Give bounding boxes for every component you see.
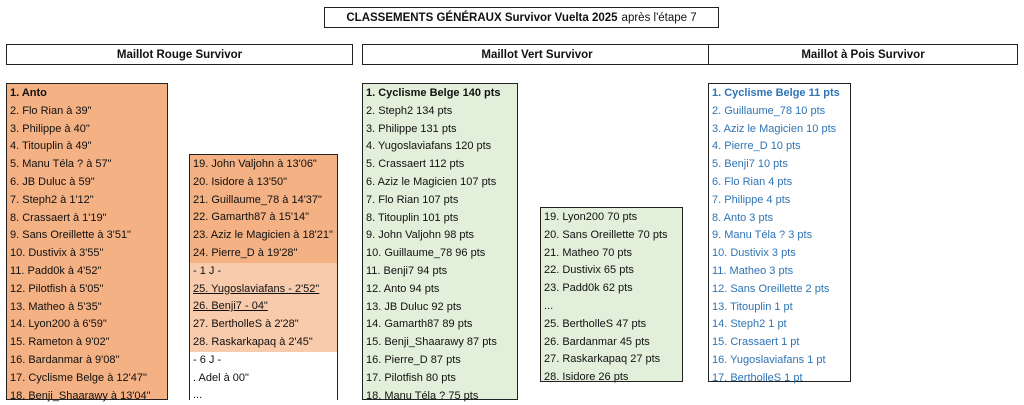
rouge-continued-ranked <box>190 155 337 263</box>
list-item: 14. Gamarth87 89 pts <box>366 318 473 331</box>
list-item: 21. Matheo 70 pts <box>544 246 633 259</box>
list-item: 4. Pierre_D 10 pts <box>712 140 801 153</box>
list-item: 13. Titouplin 1 pt <box>712 300 793 313</box>
rouge-continued-penalized <box>190 263 337 352</box>
list-item: 2. Flo Rian à 39" <box>10 104 92 117</box>
list-item: 3. Aziz le Magicien 10 pts <box>712 122 837 135</box>
vert-header: Maillot Vert Survivor <box>362 44 712 65</box>
list-item: 10. Guillaume_78 96 pts <box>366 247 486 260</box>
list-item: 15. Rameton à 9'02" <box>10 336 110 349</box>
list-item: 1. Cyclisme Belge 11 pts <box>712 87 840 99</box>
list-item: 22. Dustivix 65 pts <box>544 264 634 277</box>
list-item: 17. BertholleS 1 pt <box>712 371 803 384</box>
list-item: 12. Anto 94 pts <box>366 282 440 295</box>
list-item: 11. Padd0k à 4'52" <box>10 264 102 277</box>
list-item: 28. Isidore 26 pts <box>544 371 629 384</box>
list-item: 19. Lyon200 70 pts <box>544 211 638 223</box>
list-item: 27. BertholleS à 2'28" <box>193 318 299 331</box>
rouge-list-continued <box>189 154 338 400</box>
list-item: 15. Benji_Shaarawy 87 pts <box>366 336 497 349</box>
list-item: 18. Manu Téla ? 75 pts <box>366 389 479 402</box>
list-item: 14. Lyon200 à 6'59" <box>10 318 107 331</box>
list-item: 3. Philippe à 40" <box>10 122 90 135</box>
list-item: 6. Aziz le Magicien 107 pts <box>366 175 497 188</box>
rouge-header: Maillot Rouge Survivor <box>6 44 353 65</box>
vert-list-continued <box>540 207 683 382</box>
list-item: 12. Sans Oreillette 2 pts <box>712 282 830 295</box>
list-item: 15. Crassaert 1 pt <box>712 336 800 349</box>
list-item: 11. Benji7 94 pts <box>366 264 448 277</box>
list-item: 16. Yugoslaviafans 1 pt <box>712 353 826 366</box>
list-item: 4. Titouplin à 49" <box>10 140 92 153</box>
page-title: CLASSEMENTS GÉNÉRAUX Survivor Vuelta 2025 après l'étape 7 <box>324 7 719 28</box>
list-item: 7. Philippe 4 pts <box>712 193 791 206</box>
rouge-continued-out <box>190 352 337 405</box>
list-item: 5. Manu Téla ? à 57" <box>10 158 112 171</box>
list-item: 20. Sans Oreillette 70 pts <box>544 228 668 241</box>
list-item: 16. Pierre_D 87 pts <box>366 353 461 366</box>
list-item: 23. Padd0k 62 pts <box>544 282 633 295</box>
list-item: 14. Steph2 1 pt <box>712 318 787 331</box>
list-item: 11. Matheo 3 pts <box>712 264 794 277</box>
list-item: - 1 J - <box>193 264 222 277</box>
list-item: 13. Matheo à 5'35" <box>10 300 102 313</box>
list-item: 8. Anto 3 pts <box>712 211 774 224</box>
list-item: 21. Guillaume_78 à 14'37" <box>193 193 322 206</box>
list-item: 10. Dustivix à 3'55" <box>10 247 104 260</box>
list-item: 26. Bardanmar 45 pts <box>544 335 650 348</box>
list-item: 3. Philippe 131 pts <box>366 122 457 135</box>
list-item: 25. Yugoslaviafans - 2'52" <box>193 282 320 295</box>
list-item: 7. Flo Rian 107 pts <box>366 193 459 206</box>
list-item: . Adel à 00" <box>193 371 249 384</box>
list-item: 9. Sans Oreillette à 3'51" <box>10 229 131 242</box>
list-item: 17. Pilotfish 80 pts <box>366 371 456 384</box>
list-item: 2. Steph2 134 pts <box>366 104 453 117</box>
list-item: 16. Bardanmar à 9'08" <box>10 353 120 366</box>
list-item: 1. Cyclisme Belge 140 pts <box>366 87 501 99</box>
list-item: 20. Isidore à 13'50" <box>193 175 288 188</box>
list-item: 28. Raskarkapaq à 2'45" <box>193 335 313 348</box>
list-item: 9. John Valjohn 98 pts <box>366 229 475 242</box>
vert-list-main <box>362 83 518 400</box>
list-item: 9. Manu Téla ? 3 pts <box>712 229 813 242</box>
list-item: 25. BertholleS 47 pts <box>544 317 647 330</box>
pois-list <box>708 83 851 382</box>
list-item: - 6 J - <box>193 353 222 366</box>
list-item: 13. JB Duluc 92 pts <box>366 300 462 313</box>
list-item: 22. Gamarth87 à 15'14" <box>193 211 310 224</box>
list-item: 19. John Valjohn à 13'06" <box>193 158 317 170</box>
list-item: ... <box>544 299 554 312</box>
list-item: 8. Titouplin 101 pts <box>366 211 459 224</box>
list-item: 27. Raskarkapaq 27 pts <box>544 353 661 366</box>
list-item: 18. Benji_Shaarawy à 13'04" <box>10 389 151 402</box>
list-item: 12. Pilotfish à 5'05" <box>10 282 104 295</box>
list-item: 23. Aziz le Magicien à 18'21" <box>193 229 333 242</box>
list-item: 5. Crassaert 112 pts <box>366 158 465 171</box>
list-item: 6. Flo Rian 4 pts <box>712 175 793 188</box>
list-item: ... <box>193 389 203 402</box>
list-item: 4. Yugoslaviafans 120 pts <box>366 140 492 153</box>
list-item: 1. Anto <box>10 87 47 99</box>
list-item: 26. Benji7 - 04" <box>193 300 268 313</box>
list-item: 2. Guillaume_78 10 pts <box>712 104 826 117</box>
list-item: 6. JB Duluc à 59" <box>10 175 95 188</box>
list-item: 8. Crassaert à 1'19" <box>10 211 107 224</box>
pois-header: Maillot à Pois Survivor <box>708 44 1018 65</box>
list-item: 17. Cyclisme Belge à 12'47" <box>10 371 147 384</box>
list-item: 5. Benji7 10 pts <box>712 158 788 171</box>
list-item: 24. Pierre_D à 19'28" <box>193 246 298 259</box>
list-item: 7. Steph2 à 1'12" <box>10 193 94 206</box>
list-item: 10. Dustivix 3 pts <box>712 247 796 260</box>
rouge-list-main <box>6 83 168 400</box>
